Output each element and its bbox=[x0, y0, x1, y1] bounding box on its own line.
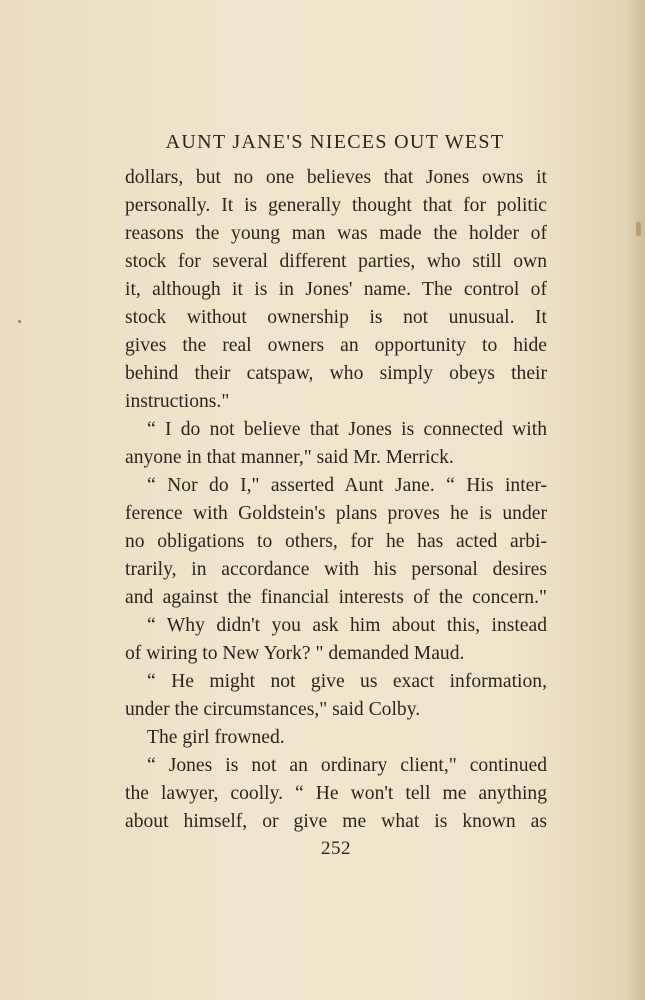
text-line: stock without ownership is not unusual. It bbox=[125, 307, 547, 328]
text-line: behind their catspaw, who simply obeys their bbox=[125, 363, 547, 384]
body-text bbox=[125, 164, 547, 836]
text-line: “ He might not give us exact information, bbox=[147, 671, 547, 692]
text-line: ference with Goldstein's plans proves he is under bbox=[125, 503, 547, 524]
text-line: reasons the young man was made the holder of bbox=[125, 223, 547, 244]
text-line: instructions." bbox=[125, 391, 230, 412]
text-line: The girl frowned. bbox=[147, 727, 285, 748]
page-number: 252 bbox=[321, 838, 351, 859]
text-line: it, although it is in Jones' name. The control of bbox=[125, 279, 547, 300]
text-line: “ Nor do I," asserted Aunt Jane. “ His inter- bbox=[147, 475, 547, 496]
text-line: the lawyer, coolly. “ He won't tell me anything bbox=[125, 783, 547, 804]
text-line: about himself, or give me what is known as bbox=[125, 811, 547, 832]
edge-stain bbox=[636, 222, 641, 236]
text-line: personally. It is generally thought that for politic bbox=[125, 195, 547, 216]
text-line: of wiring to New York? " demanded Maud. bbox=[125, 643, 465, 664]
text-line: anyone in that manner," said Mr. Merrick. bbox=[125, 447, 454, 468]
text-line: “ Why didn't you ask him about this, instead bbox=[147, 615, 547, 636]
paper-speck bbox=[18, 320, 21, 323]
text-line: gives the real owners an opportunity to hide bbox=[125, 335, 547, 356]
text-line: and against the financial interests of the concern." bbox=[125, 587, 547, 608]
running-header: AUNT JANE'S NIECES OUT WEST bbox=[165, 131, 505, 153]
text-line: “ Jones is not an ordinary client," continued bbox=[147, 755, 547, 776]
text-line: “ I do not believe that Jones is connected with bbox=[147, 419, 547, 440]
text-line: dollars, but no one believes that Jones owns it bbox=[125, 167, 547, 188]
text-line: stock for several different parties, who still own bbox=[125, 251, 547, 272]
text-line: under the circumstances," said Colby. bbox=[125, 699, 421, 720]
text-line: trarily, in accordance with his personal desires bbox=[125, 559, 547, 580]
text-line: no obligations to others, for he has acted arbi- bbox=[125, 531, 547, 552]
